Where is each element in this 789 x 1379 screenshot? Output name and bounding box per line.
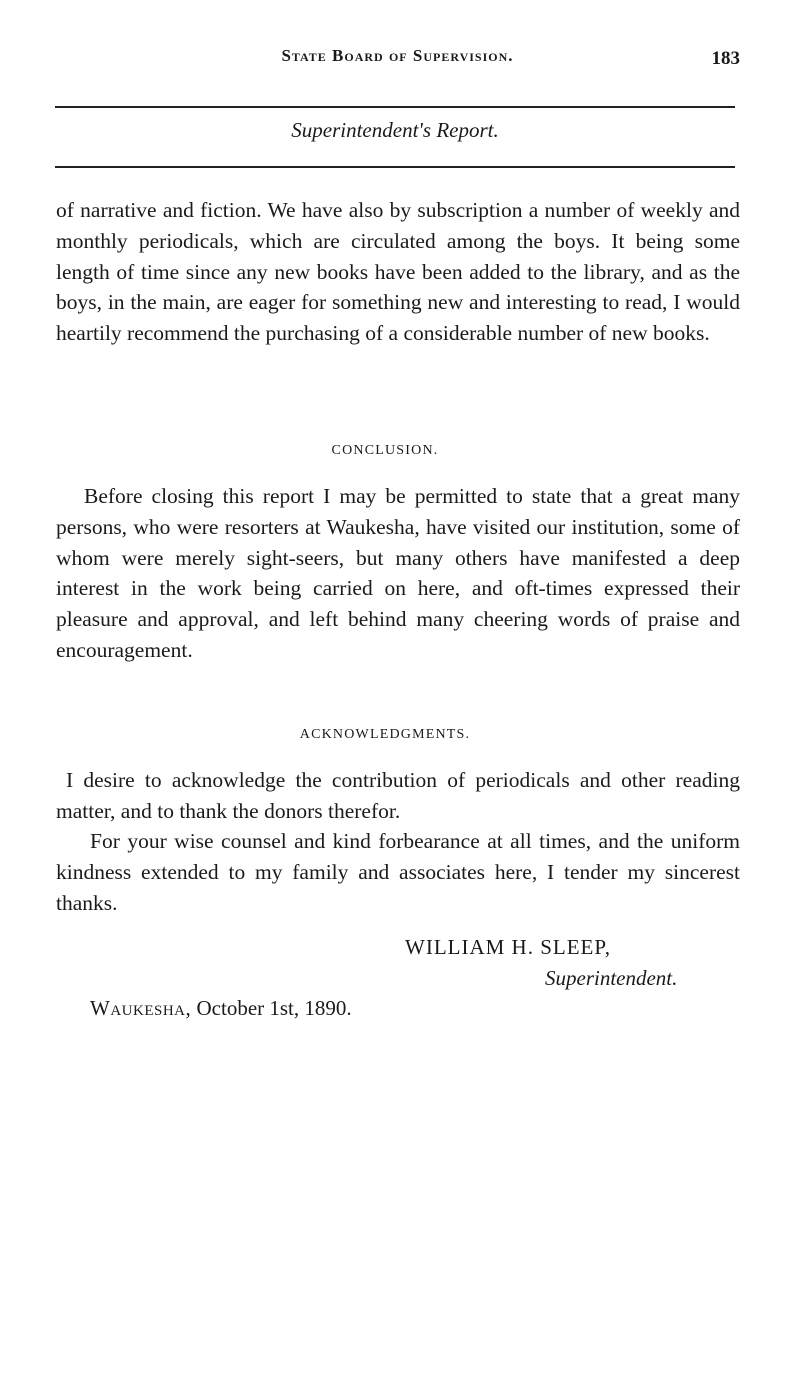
signature-title: Superintendent. [545, 966, 678, 990]
running-title: State Board of Supervision. [281, 46, 514, 65]
acknowledgment-paragraph: I desire to acknowledge the contribution of periodicals and other reading matter, and to thank the donors therefor. [56, 768, 740, 823]
report-heading: Superintendent's Report. [291, 118, 499, 142]
dateline [90, 996, 352, 1021]
page-number: 183 [711, 48, 740, 69]
top-rule [55, 106, 735, 108]
acknowledgments-heading: ACKNOWLEDGMENTS. [299, 727, 471, 742]
signature-name: WILLIAM H. SLEEP, [405, 935, 611, 959]
running-head [55, 44, 740, 74]
conclusion-heading: CONCLUSION. [331, 443, 439, 458]
continuation-paragraph: of narrative and fiction. We have also by subscription a number of weekly and monthly periodicals, which are circulated among the boys. It being some length of time since any new books have been added to the library, and as the boys, in the main, are eager for something new and interesting to read, I would heartily recommend the purchasing of a considerable number of new books. [56, 198, 740, 346]
bottom-rule [55, 166, 735, 168]
dateline-place: Waukesha, [90, 996, 192, 1020]
thanks-paragraph: For your wise counsel and kind forbearance at all times, and the uniform kindness extended to my family and associates here, I tender my sincerest thanks. [56, 829, 740, 915]
dateline-date: October 1st, 1890. [196, 996, 352, 1020]
conclusion-paragraph: Before closing this report I may be permitted to state that a great many persons, who were resorters at Waukesha, have visited our institution, some of whom were merely sight-seers, but many others have manifested a deep interest in the work being carried on here, and oft-times expressed their pleasure and approval, and left behind many cheering words of praise and encouragement. [56, 484, 740, 662]
